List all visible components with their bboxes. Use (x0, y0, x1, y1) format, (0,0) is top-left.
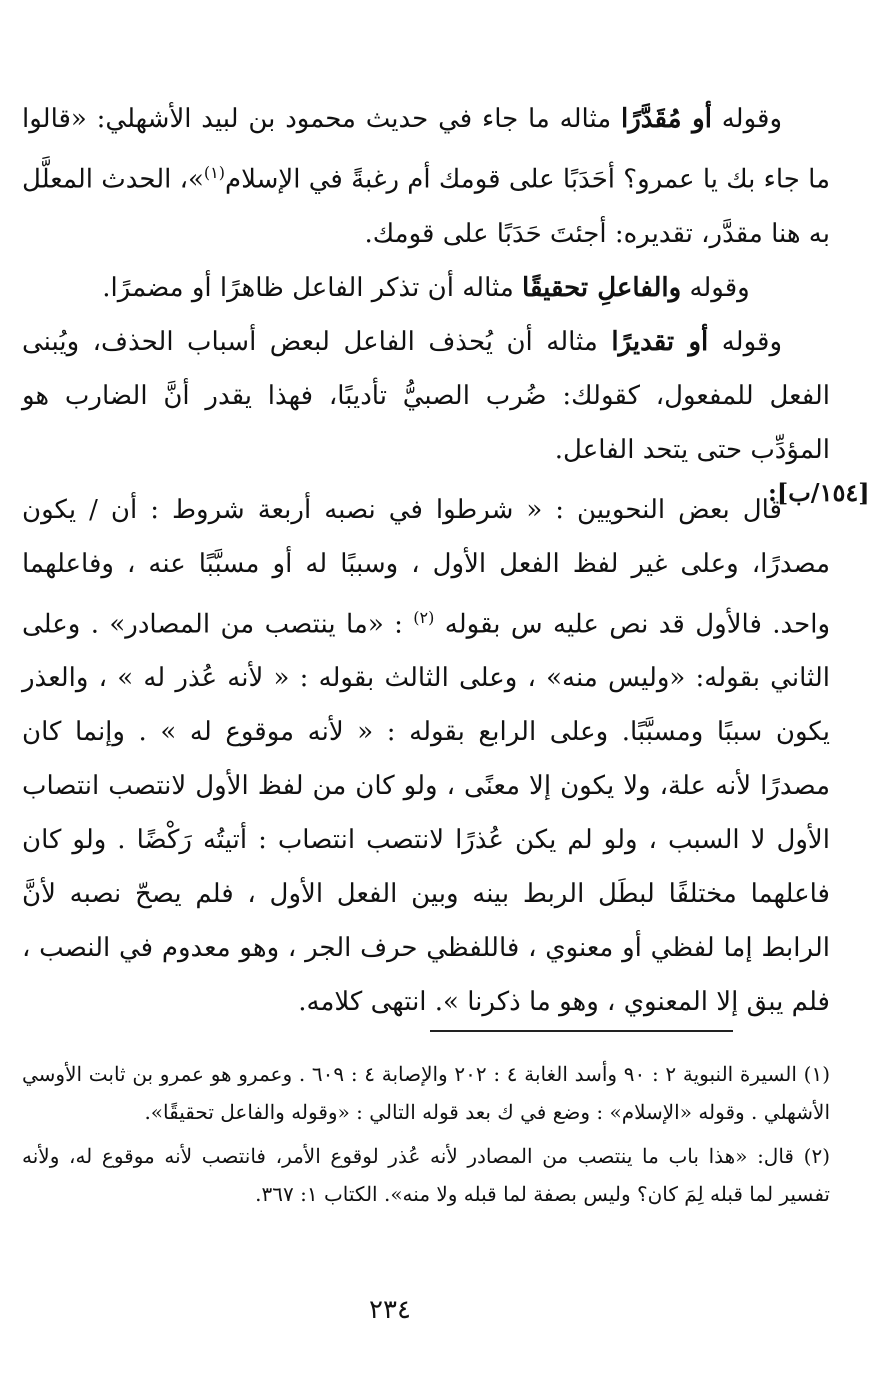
manuscript-folio-marker: [١٥٤/ب]: (768, 478, 870, 507)
footnote-separator (430, 1030, 733, 1032)
paragraph-3 (22, 315, 830, 477)
bold-term: أو تقديرًا (611, 326, 709, 357)
paragraph-tail: : «ما ينتصب من المصادر» . وعلى الثاني بقوله: «وليس منه» ، وعلى الثالث بقوله : « لأنه عُذر له » ، والعذر يكون سببًا ومسبَّبًا. وعلى الرابع بقوله : « لأنه موقوع له » . وإنما كان مصدرًا لأنه علة، ولا يكون إلا معنًى ، ولو كان من لفظ الأول لانتصب انتصاب الأول لا السبب ، ولو لم يكن عُذرًا لانتصب انتصاب : أتيتُه رَكْضًا . ولو كان فاعلهما مختلفًا لبطَل الربط بينه وبين الفعل الأول ، فلم يصحّ نصبه لأنَّ الرابط إما لفظي أو معنوي ، فاللفظي حرف الجر ، وهو معدوم في النصب ، فلم يبق إلا المعنوي ، وهو ما ذكرنا ». انتهى كلامه. (22, 609, 830, 1018)
paragraph-1 (22, 92, 830, 261)
bold-term: أو مُقَدَّرًا (621, 104, 712, 134)
paragraph-lead: وقوله (721, 326, 783, 357)
paragraph-text: مثاله أن تذكر الفاعل ظاهرًا أو مضمرًا. (102, 272, 514, 303)
paragraph-text: مثاله ما جاء في حديث محمود بن لبيد الأشهلي: «قالوا ما جاء بك يا عمرو؟ أحَدَبًا على قومك أم رغبةً في الإسلام (22, 104, 831, 195)
page-number: ٢٣٤ (369, 1295, 411, 1325)
paragraph-lead: وقوله (721, 104, 783, 134)
main-text (22, 92, 830, 1029)
paragraph-text: مثاله أن يُحذف الفاعل لبعض أسباب الحذف، ويُبنى الفعل للمفعول، كقولك: ضُرب الصبيُّ تأديبًا، فهذا يقدر أنَّ الضارب هو المؤدِّب حتى يتحد الفاعل. (22, 326, 830, 465)
footnotes (22, 1055, 830, 1219)
paragraph-2 (22, 261, 830, 315)
bold-term: والفاعلِ تحقيقًا (522, 272, 682, 303)
paragraph-text: قال بعض النحويين : « شرطوا في نصبه أربعة شروط : أن / يكون مصدرًا، وعلى غير لفظ الفعل الأول ، وسببًا له أو مسبَّبًا عنه ، وفاعلهما واحد. فالأول قد نص عليه س بقوله (22, 494, 831, 640)
paragraph-tail: »، الحدث المعلَّل به هنا مقدَّر، تقديره: أجئتَ حَدَبًا على قومك. (22, 164, 830, 249)
footnote-ref-1: (١) (203, 163, 226, 182)
footnote-1: (١) السيرة النبوية ٢ : ٩٠ وأسد الغابة ٤ : ٢٠٢ والإصابة ٤ : ٦٠٩ . وعمرو هو عمرو بن ثابت الأوسي الأشهلي . وقوله «الإسلام» : وضع في ك بعد قوله التالي : «وقوله والفاعل تحقيقًا». (22, 1062, 831, 1124)
paragraph-lead: وقوله (689, 272, 750, 303)
paragraph-4 (22, 483, 830, 1030)
footnote-ref-2: (٢) (413, 607, 435, 627)
footnote-2: (٢) قال: «هذا باب ما ينتصب من المصادر لأنه عُذر لوقوع الأمر، فانتصب لأنه موقوع له، ولأنه تفسير لما قبله لِمَ كان؟ وليس بصفة لما قبله ولا منه». الكتاب ١: ٣٦٧. (22, 1144, 830, 1206)
